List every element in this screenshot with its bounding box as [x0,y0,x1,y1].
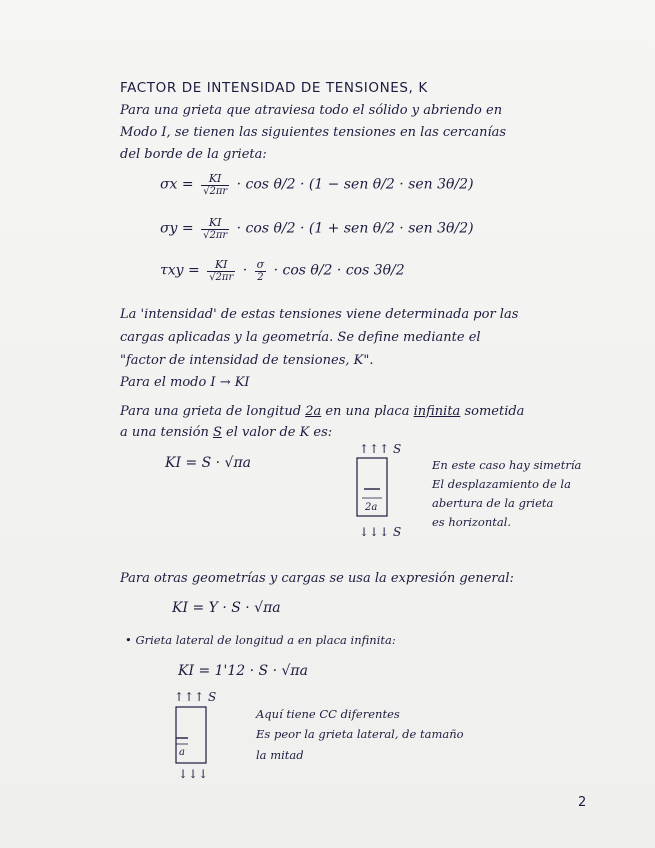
lateral-note-2: Es peor la grieta lateral, de tamaño [256,727,464,741]
page-number: 2 [578,795,587,810]
intensity-line-3: "factor de intensidad de tensiones, K". [120,353,374,368]
page-title: FACTOR DE INTENSIDAD DE TENSIONES, K [120,80,428,96]
text-fragment: el valor de K es: [226,425,333,440]
eq-lhs: σy = [160,220,194,237]
fraction-denominator: 2 [257,272,264,283]
intro-line-1: Para una grieta que atraviesa todo el sólido y abriendo en [120,103,503,118]
intro-line-2: Modo I, se tienen las siguientes tensiones en las cercanías [120,125,507,140]
fraction [201,172,229,197]
tension-arrows-top: ↑↑↑ S [174,690,217,704]
eq-rest: · cos θ/2 · cos 3θ/2 [273,262,405,279]
stress-symbol: S [212,425,222,440]
intro-line-3: del borde de la grieta: [120,147,267,162]
symmetry-note-4: es horizontal. [432,515,512,529]
equation-tau-xy [160,258,405,283]
plate-lateral-crack-diagram [170,688,250,783]
text-fragment: sometida [464,404,525,419]
formula-general: KI = Y · S · √πa [172,600,281,616]
symmetry-note-2: El desplazamiento de la [432,477,571,491]
lateral-note-1: Aquí tiene CC diferentes [256,707,400,721]
eq-mid: · [242,262,248,279]
plate-central-crack-diagram [345,438,425,543]
intensity-line-1: La 'intensidad' de estas tensiones viene determinada por las [120,307,519,322]
crack-length-label: a [179,747,185,758]
fraction-denominator: √2πr [209,272,234,283]
fraction-numerator: KI [207,258,235,272]
fraction-numerator: σ [256,258,265,271]
tension-arrows-bottom: ↓↓↓ S [359,525,402,539]
infinite-word: infinita [413,404,461,419]
tension-arrows-bottom: ↓↓↓ [178,767,209,781]
eq-rest: · cos θ/2 · (1 + sen θ/2 · sen 3θ/2) [236,220,474,237]
fraction-numerator: KI [201,216,229,230]
equation-sigma-y [160,216,474,241]
text-fragment: a una tensión [120,425,209,440]
general-expression-line: Para otras geometrías y cargas se usa la expresión general: [120,571,514,586]
formula-infinite-plate: KI = S · √πa [165,455,252,471]
fraction [207,258,235,283]
symmetry-note-1: En este caso hay simetría [432,458,582,472]
fraction-denominator: √2πr [203,230,228,241]
crack-length: 2a [305,404,322,419]
text-fragment: Para una grieta de longitud [120,404,302,419]
lateral-note-3: la mitad [256,748,304,762]
fraction-denominator: √2πr [203,186,228,197]
equation-sigma-x [160,172,474,197]
formula-lateral-crack: KI = 1'12 · S · √πa [178,663,308,679]
eq-lhs: σx = [160,176,194,193]
infinite-plate-line-2 [120,425,332,440]
infinite-plate-line-1 [120,404,524,419]
tension-arrows-top: ↑↑↑ S [359,442,402,456]
text-fragment: en una placa [325,404,410,419]
crack-length-label: 2a [365,502,378,513]
intensity-line-2: cargas aplicadas y la geometría. Se define mediante el [120,330,481,345]
fraction-numerator: KI [201,172,229,186]
eq-rest: · cos θ/2 · (1 − sen θ/2 · sen 3θ/2) [236,176,474,193]
fraction-sigma [255,258,267,283]
eq-lhs: τxy = [160,262,200,279]
mode-line: Para el modo I → KI [120,375,250,390]
symmetry-note-3: abertura de la grieta [432,496,554,510]
lateral-crack-bullet: • Grieta lateral de longitud a en placa infinita: [125,633,396,647]
fraction [201,216,229,241]
